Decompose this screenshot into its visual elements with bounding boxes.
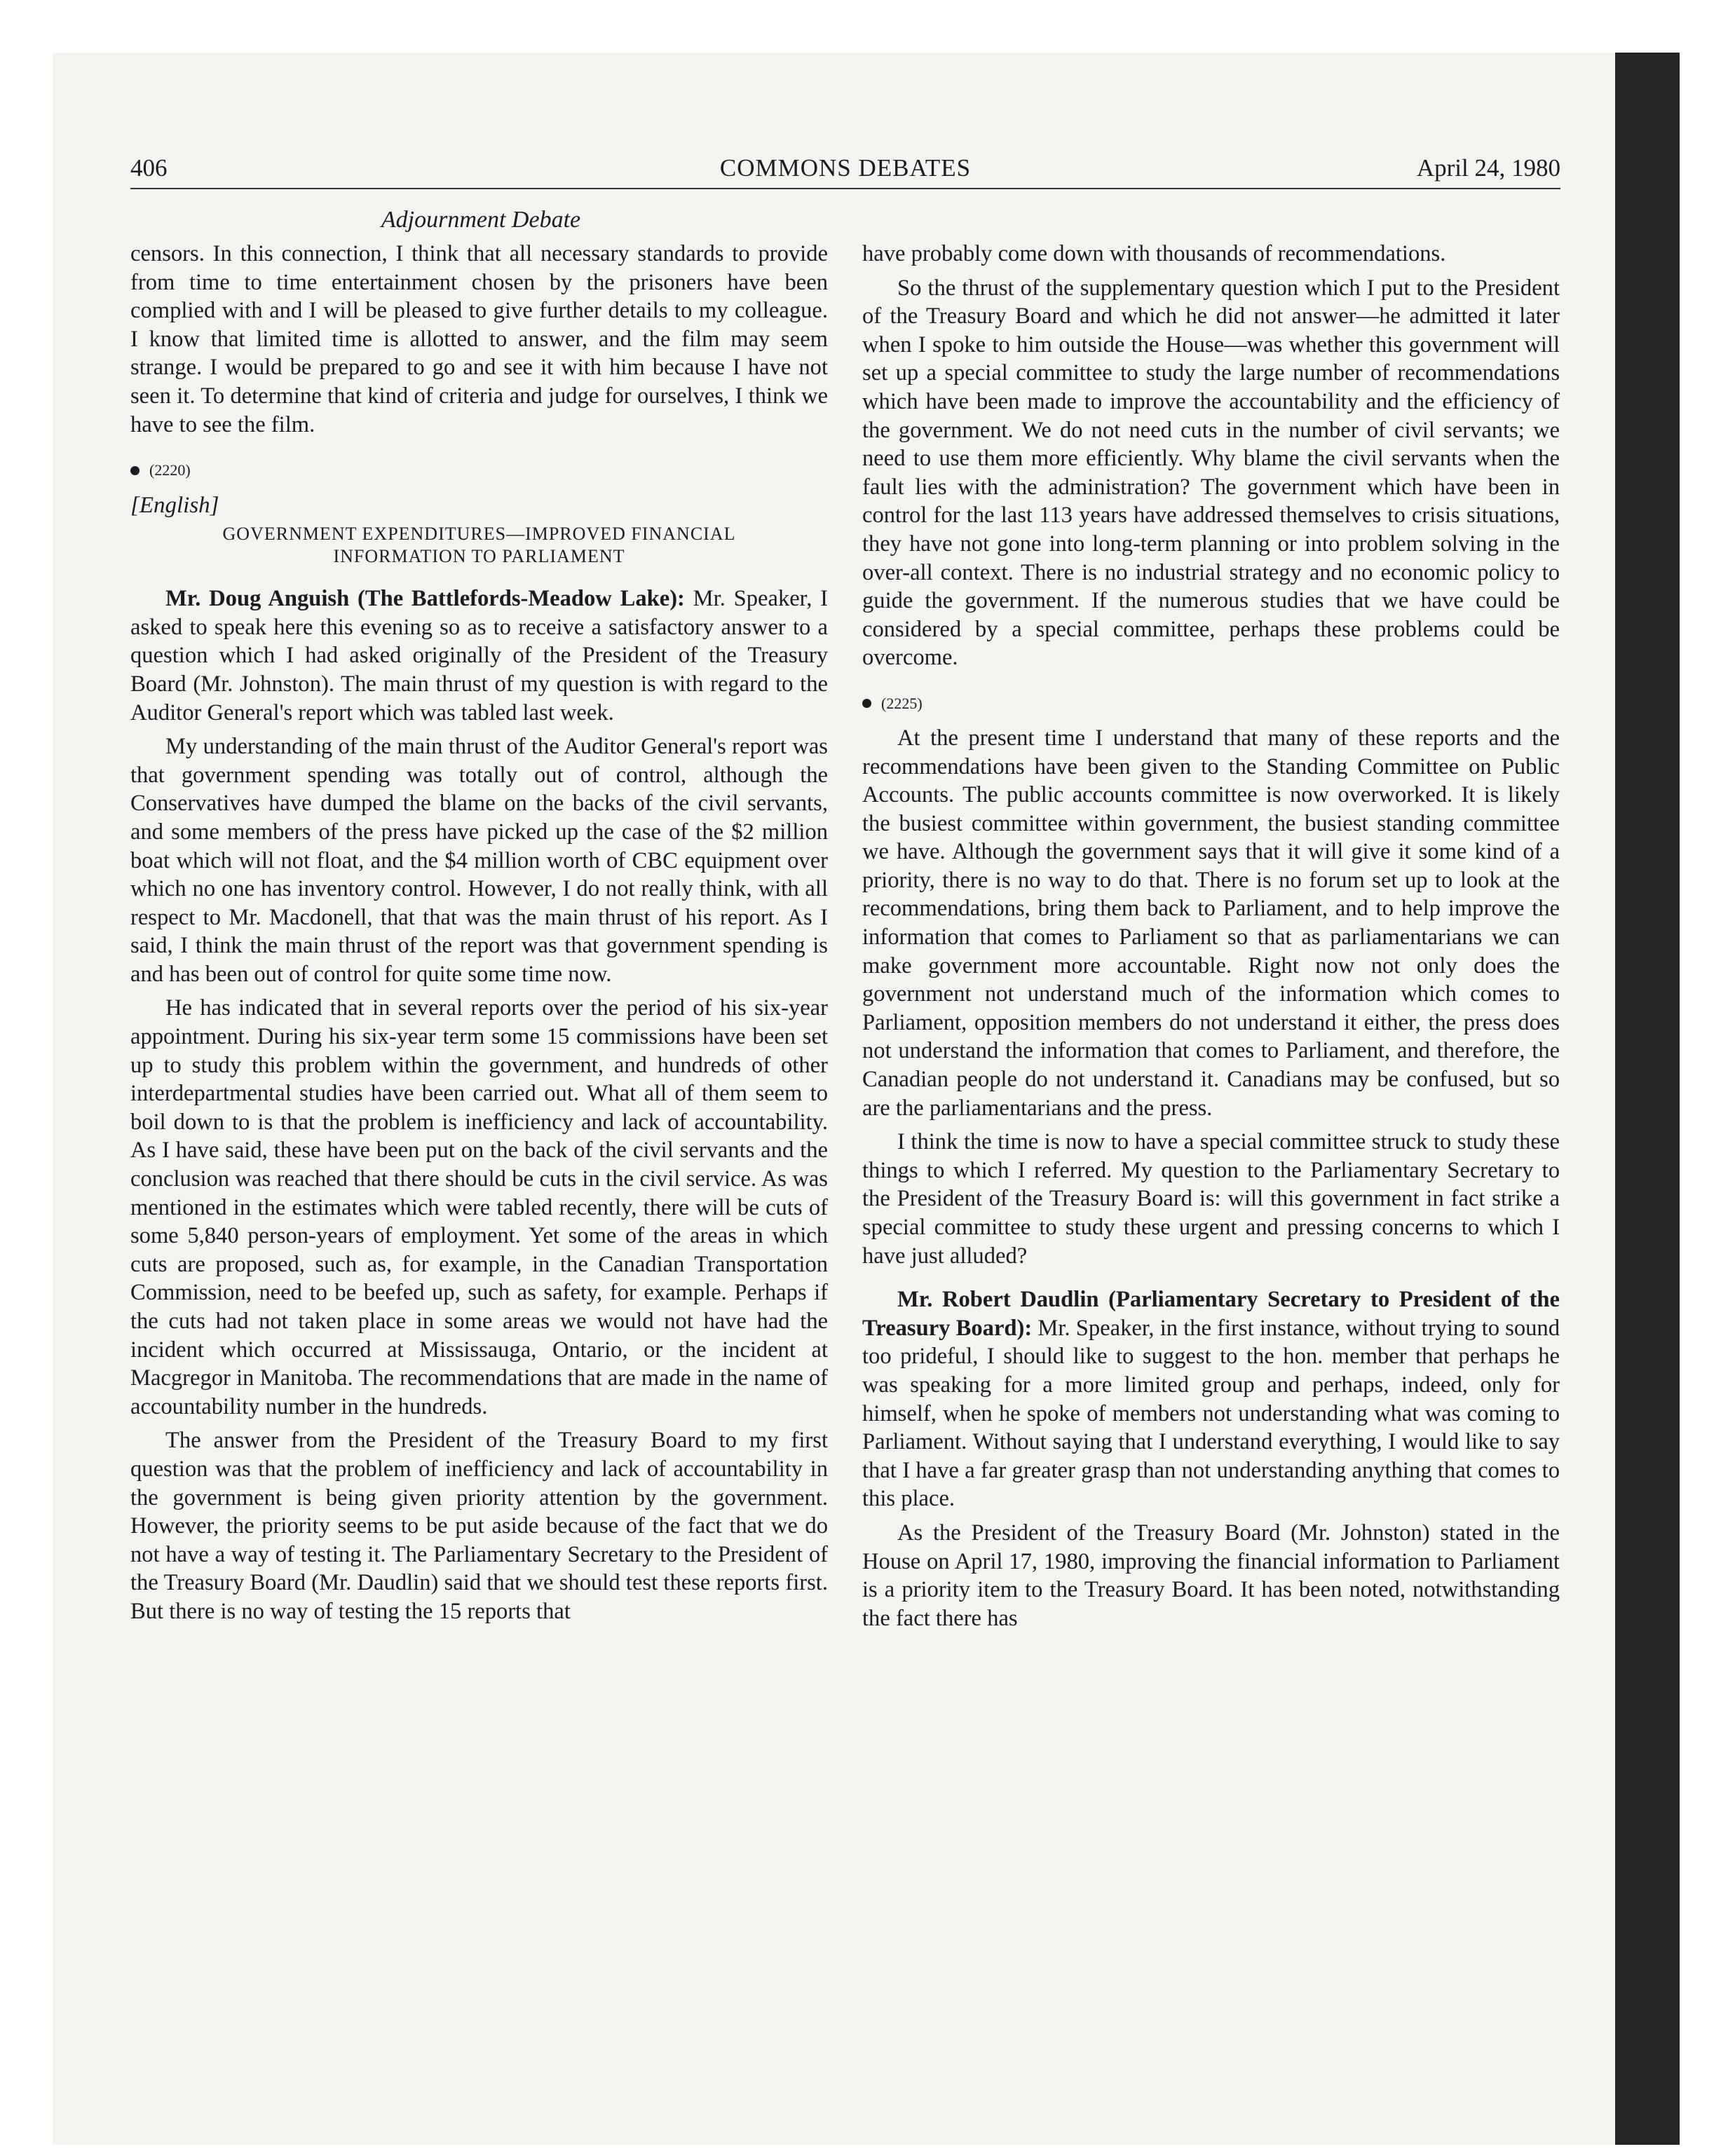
speech-paragraph [862,1285,1560,1513]
speech-paragraph [130,585,828,727]
publication-title: COMMONS DEBATES [719,154,972,182]
paragraph: The answer from the President of the Treasury Board to my first question was that the problem of inefficiency and lack of accountability in the government is being given priority attention by the government. However, the priority seems to be put aside because of the fact that we do not have a way of testing it. The Parliamentary Secretary to the President of the Treasury Board (Mr. Daudlin) said that we should test these reports first. But there is no way of testing the 15 reports that [130,1428,828,1624]
paragraph: So the thrust of the supplementary question which I put to the President of the Treasury Board and which he did not answer—he admitted it later when I spoke to him outside the House—was whether this government will set up a special committee to study the large number of recommendations which have been made to improve the accountability and the efficiency of the government. We do not need cuts in the number of civil servants; we need to use them more efficiently. Why blame the civil servants when the fault lies with the administration? The government which have been in control for the last 113 years have addressed themselves to crisis situations, they have not gone into long-term planning or into problem solving in the over-all context. There is no industrial strategy and no economic policy to guide the government. If the numerous studies that we have could be considered by a special committee, perhaps these problems could be overcome. [862,275,1560,671]
speech-text: Mr. Speaker, I asked to speak here this evening so as to receive a satisfactory answer to a question which I had asked originally of the President of the Treasury Board (Mr. Johnston). The main thrust of my question is with regard to the Auditor General's report which was tabled last week. [130,586,828,725]
paragraph: have probably come down with thousands of recommendations. [862,241,1446,266]
paragraph: My understanding of the main thrust of the Auditor General's report was that government spending was totally out of control, although the Conservatives have dumped the blame on the backs of the civil servants, and some members of the press have picked up the case of the $2 million boat which will not float, and the $4 million worth of CBC equipment over which no one has inventory control. However, I do not really think, with all respect to Mr. Macdonell, that that was the main thrust of his report. As I said, I think the main thrust of the report was that government spending is and has been out of control for quite some time now. [130,734,828,987]
running-head: Adjournment Debate [381,207,581,233]
bullet-icon [862,699,871,708]
time-marker [130,460,828,481]
binding-edge [1615,53,1680,2145]
left-column [130,240,828,1632]
paragraph: censors. In this connection, I think that all necessary standards to provide from time to time entertainment chosen by the prisoners have been complied with and I will be pleased to give further details to my colleague. I know that limited time is allotted to answer, and the film may seem strange. I would be prepared to go and see it with him because I have not seen it. To determine that kind of criteria and judge for ourselves, I think we have to see the film. [130,241,828,437]
timestamp: (2220) [149,461,191,479]
page-number: 406 [130,154,168,182]
paragraph: He has indicated that in several reports over the period of his six-year appointment. During his six-year term some 15 commissions have been set up to study this problem within the government, and hundreds of other interdepartmental studies have been carried out. What all of them seem to boil down to is that the problem is inefficiency and lack of accountability. As I have said, these have been put on the back of the civil servants and the conclusion was reached that there should be cuts in the civil service. As was mentioned in the estimates which were tabled recently, there will be cuts of some 5,840 person-years of employment. Yet some of the areas in which cuts are proposed, such as, for example, in the Canadian Transportation Commission, need to be beefed up, such as safety, for example. Perhaps if the cuts had not taken place in some areas we would not have had the incident which occurred at Mississauga, Ontario, or the incident at Macgregor in Manitoba. The recommendations that are made in the name of accountability number in the hundreds. [130,995,828,1419]
timestamp: (2225) [881,694,923,712]
paragraph: At the present time I understand that many of these reports and the recommendations have been given to the Standing Committee on Public Accounts. The public accounts committee is now overworked. It is likely the busiest committee within government, the busiest standing committee we have. Although the government says that it will give it some kind of a priority, there is no way to do that. There is no forum set up to look at the recommendations, bring them back to Parliament, and to help improve the information that comes to Parliament so that as parliamentarians we can make government more accountable. Right now not only does the government not understand much of the information which comes to Parliament, opposition members do not understand it either, the press does not understand the information that comes to Parliament, and therefore, the Canadian people do not understand it. Canadians may be confused, but so are the parliamentarians and the press. [862,725,1560,1121]
time-marker [862,693,1560,714]
section-heading-line: INFORMATION TO PARLIAMENT [333,546,625,567]
language-tag: [English] [130,493,219,519]
bullet-icon [130,466,140,475]
speaker-name: Mr. Robert Daudlin (Parliamentary Secretary to President of the Treasury Board): [862,1287,1560,1341]
section-heading-line: GOVERNMENT EXPENDITURES—IMPROVED FINANCIAL [222,524,736,545]
section-heading [130,523,828,568]
paragraph: I think the time is now to have a special committee struck to study these things to which I referred. My question to the Parliamentary Secretary to the President of the Treasury Board is: will this government in fact strike a special committee to study these urgent and pressing concerns to which I have just alluded? [862,1129,1560,1269]
page-header [130,153,1560,189]
right-column [862,240,1560,1638]
paragraph: As the President of the Treasury Board (Mr. Johnston) stated in the House on April 17, 1980, improving the financial information to Parliament is a priority item to the Treasury Board. It has been noted, notwithstanding the fact there has [862,1520,1560,1631]
speaker-name: Mr. Doug Anguish (The Battlefords-Meadow Lake): [165,586,685,612]
speech-text: Mr. Speaker, in the first instance, without trying to sound too prideful, I should like to suggest to the hon. member that perhaps he was speaking for a more limited group and perhaps, indeed, only for himself, when he spoke of members not understanding what was coming to Parliament. Without saying that I understand everything, I would like to say that I have a far greater grasp than not understanding anything that comes to this place. [862,1315,1560,1512]
publication-date: April 24, 1980 [1416,154,1560,182]
